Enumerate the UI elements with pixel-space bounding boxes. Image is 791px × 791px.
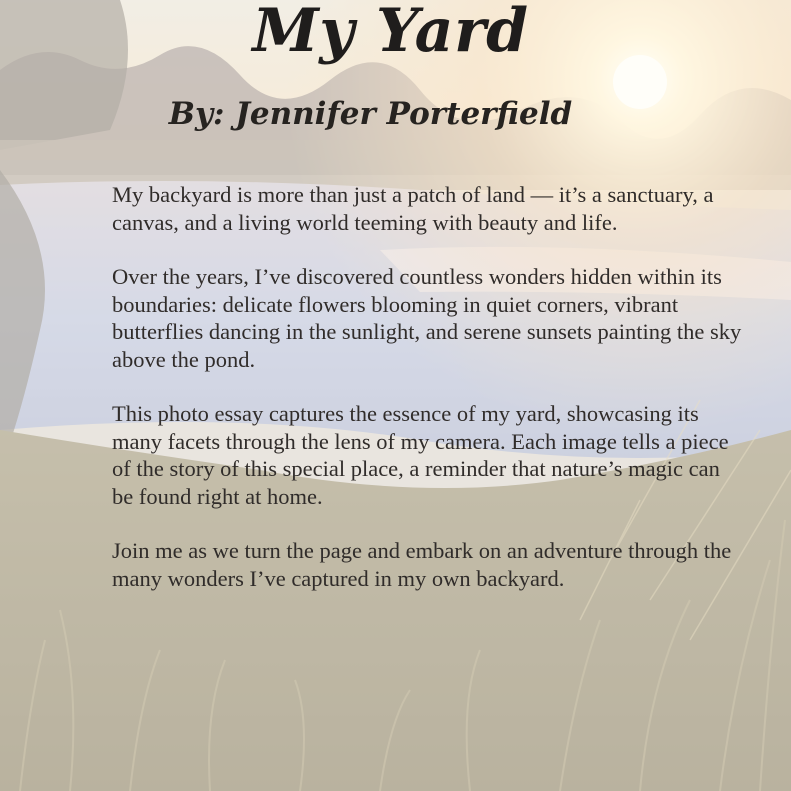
essay-paragraph-4: Join me as we turn the page and embark on an adventure through the many wonders I’ve captured in my own backyard. <box>112 538 732 591</box>
essay-paragraph-3: This photo essay captures the essence of my yard, showcasing its many facets through the lens of my camera. Each image tells a piece of the story of this special place, a reminder that nature’s magic can be found right at home. <box>112 401 729 509</box>
essay-paragraph-2: Over the years, I’ve discovered countless wonders hidden within its boundaries: delicate flowers blooming in quiet corners, vibrant butterflies dancing in the sunlight, and serene sunsets painting the sky above the pond. <box>112 264 742 372</box>
page-title: My Yard <box>252 0 529 66</box>
essay-body <box>112 181 742 619</box>
author-byline: By: Jennifer Porterfield <box>168 96 573 132</box>
essay-paragraph-1: My backyard is more than just a patch of land — it’s a sanctuary, a canvas, and a living world teeming with beauty and life. <box>112 182 714 235</box>
